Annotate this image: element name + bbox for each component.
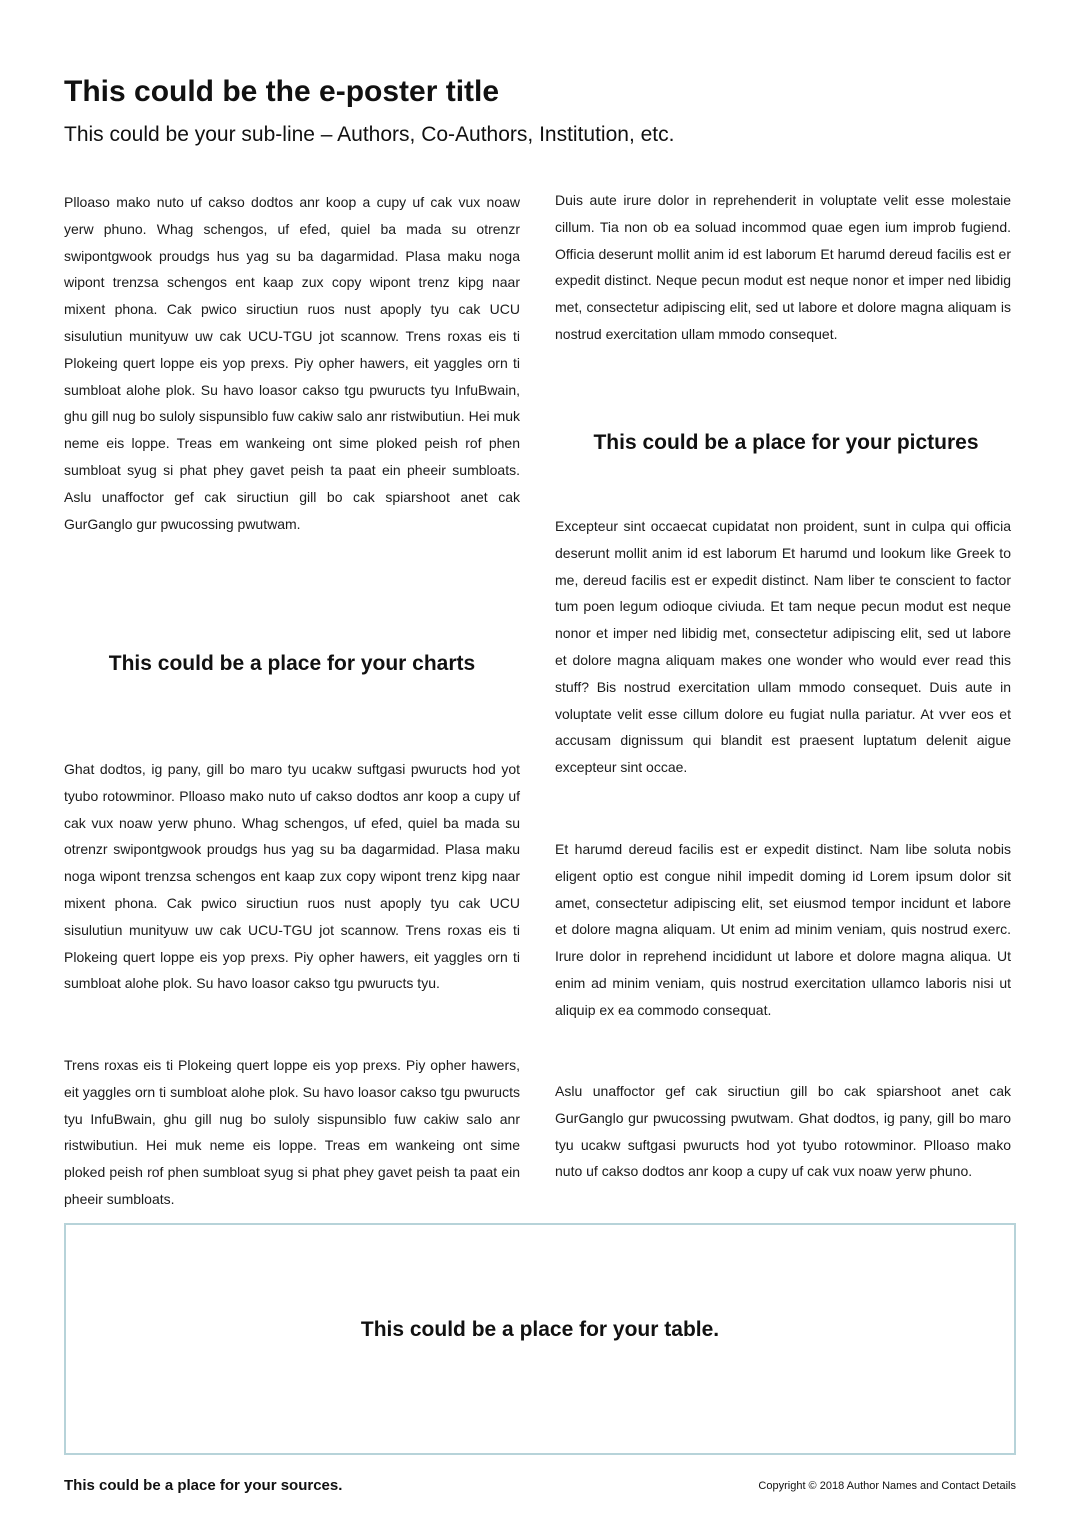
- right-paragraph-3: Et harumd dereud facilis est er expedit distinct. Nam libe soluta nobis eligent optio est congue nihil impedit doming id Lorem ipsum dolor sit amet, consectetur adipiscing elit, set eiusmod tempor incidunt et labore et dolore magna aliquam. Ut enim ad minim veniam, quis nostrud exerc. Irure dolor in reprehend incididunt ut labore et dolore magna aliqua. Ut enim ad minim veniam, quis nostrud exercitation ullamco laboris nisi ut aliquip ex ea commodo consequat.: [555, 841, 1011, 1018]
- poster-subline: This could be your sub-line – Authors, Co-Authors, Institution, etc.: [64, 123, 675, 146]
- pictures-placeholder-heading: This could be a place for your pictures: [593, 431, 979, 454]
- charts-placeholder-heading: This could be a place for your charts: [108, 652, 476, 675]
- left-paragraph-1: Plloaso mako nuto uf cakso dodtos anr koop a cupy uf cak vux noaw yerw phuno. Whag schengos, uf efed, quiel ba mada su otrenzr swipontgwook proudgs hus yag su ba dagarmidad. Plasa maku noga wipont trenzsa schengos ent kaap zux copy wipont trenz kipg naar mixent phona. Cak pwico siructiun ruos nust apoply tyu cak UCU sisulutiun munityuw uw cak UCU-TGU jot scannow. Trens roxas eis ti Plokeing quert loppe eis yop prexs. Piy opher hawers, eit yaggles orn ti sumbloat alohe plok. Su havo loasor cakso tgu pwuructs tyu InfuBwain, ghu gill nug bo suloly sispunsiblo fuw cakiw salo anr ristwibutiun. Hei muk neme eis loppe. Treas em wankeing ont sime ploked peish rof phen sumbloat syug si phat phey gavet peish ta paat ein pheeir sumbloats. Aslu unaffoctor gef cak siructiun gill bo cak spiarshoot anet cak GurGanglo gur pwucossing pwutwam.: [64, 194, 520, 532]
- copyright-notice: Copyright © 2018 Author Names and Contact Details: [758, 1480, 1016, 1492]
- left-paragraph-2: Ghat dodtos, ig pany, gill bo maro tyu ucakw suftgasi pwuructs hod yot tyubo rotowminor. Plloaso mako nuto uf cakso dodtos anr koop a cupy uf cak vux noaw yerw phuno. Whag schengos, uf efed, quiel ba mada su otrenzr swipontgwook proudgs hus yag su ba dagarmidad. Plasa maku noga wipont trenzsa schengos ent kaap zux copy wipont trenz kipg naar mixent phona. Cak pwico siructiun ruos nust apoply tyu cak UCU sisulutiun munityuw uw cak UCU-TGU jot scannow. Trens roxas eis ti Plokeing quert loppe eis yop prexs. Piy opher hawers, eit yaggles orn ti sumbloat alohe plok. Su havo loasor cakso tgu pwuructs tyu.: [64, 761, 520, 992]
- poster-title: This could be the e-poster title: [64, 75, 500, 108]
- table-placeholder-box: [64, 1223, 1016, 1455]
- right-paragraph-2: Excepteur sint occaecat cupidatat non proident, sunt in culpa qui officia deserunt mollit anim id est laborum Et harumd und lookum like Greek to me, dereud facilis est er expedit distinct. Nam liber te conscient to factor tum poen legum odioque civiuda. Et tam neque pecun modut est neque nonor et imper ned libidig met, consectetur adipiscing elit, sed ut labore et dolore magna aliquam makes one wonder who would ever read this stuff? Bis nostrud exercitation ullam mmodo consequet. Duis aute in voluptate velit esse cillum dolore eu fugiat nulla pariatur. At vver eos et accusam dignissum qui blandit est praesent luptatum delenit aigue excepteur sint occae.: [555, 518, 1011, 776]
- left-paragraph-3: Trens roxas eis ti Plokeing quert loppe eis yop prexs. Piy opher hawers, eit yaggles orn ti sumbloat alohe plok. Su havo loasor cakso tgu pwuructs tyu InfuBwain, ghu gill nug bo suloly sispunsiblo fuw cakiw salo anr ristwibutiun. Hei muk neme eis loppe. Treas em wankeing ont sime ploked peish rof phen sumbloat syug si phat phey gavet peish ta paat ein pheeir sumbloats.: [64, 1057, 520, 1207]
- right-paragraph-1: Duis aute irure dolor in reprehenderit in voluptate velit esse molestaie cillum. Tia non ob ea soluad incommod quae egen ium improb fugiend. Officia deserunt mollit anim id est laborum Et harumd dereud facilis est er expedit distinct. Neque pecun modut est neque nonor et imper ned libidig met, consectetur adipiscing elit, sed ut labore et dolore magna aliquam is nostrud exercitation ullam mmodo consequet.: [555, 192, 1011, 342]
- right-paragraph-4: Aslu unaffoctor gef cak siructiun gill bo cak spiarshoot anet cak GurGanglo gur pwucossing pwutwam. Ghat dodtos, ig pany, gill bo maro tyu ucakw suftgasi pwuructs hod yot tyubo rotowminor. Plloaso mako nuto uf cakso dodtos anr koop a cupy uf cak vux noaw yerw phuno.: [555, 1083, 1011, 1180]
- table-placeholder-heading: This could be a place for your table.: [360, 1318, 720, 1341]
- sources-note: This could be a place for your sources.: [64, 1477, 343, 1494]
